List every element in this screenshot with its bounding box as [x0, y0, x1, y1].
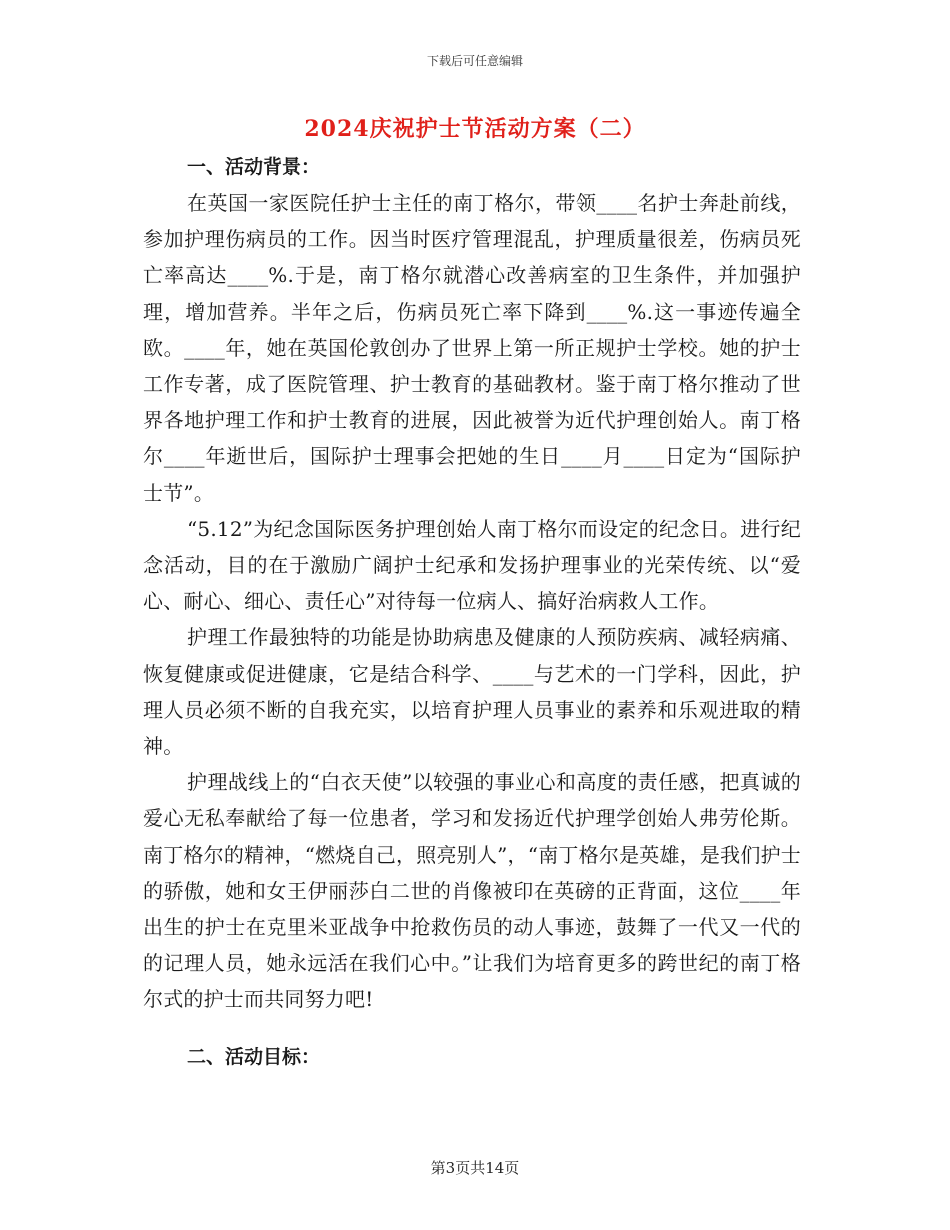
paragraph-nursing-function: 护理工作最独特的功能是协助病患及健康的人预防疾病、减轻病痛、恢复健康或促进健康，它是结合科学、____与艺术的一门学科，因此，护理人员必须不断的自我充实，以培育护理人员事业的素养和乐观进取的精神。 — [143, 625, 801, 759]
paragraph-nurses-day-purpose: “5.12”为纪念国际医务护理创始人南丁格尔而设定的纪念日。进行纪念活动，目的在于激励广阔护士纪承和发扬护理事业的光荣传统、以“爱心、耐心、细心、责任心”对待每一位病人、搞好治病救人工作。 — [143, 516, 801, 614]
page-footer: 第3页共14页 — [430, 1159, 520, 1177]
document-body — [143, 150, 801, 1075]
section-heading-background: 一、活动背景： — [187, 156, 321, 178]
document-title: 2024庆祝护士节活动方案（二） — [304, 116, 646, 142]
paragraph-nightingale-history: 在英国一家医院任护士主任的南丁格尔，带领____名护士奔赴前线，参加护理伤病员的工作。因当时医疗管理混乱，护理质量很差，伤病员死亡率高达____%.于是，南丁格尔就潜心改善病室的卫生条件，并加强护理，增加营养。半年之后，伤病员死亡率下降到____%.这一事迹传遍全欧。____年，她在英国伦敦创办了世界上第一所正规护士学校。她的护士工作专著，成了医院管理、护士教育的基础教材。鉴于南丁格尔推动了世界各地护理工作和护士教育的进展，因此被誉为近代护理创始人。南丁格尔____年逝世后，国际护士理事会把她的生日____月____日定为“国际护士节”。 — [143, 191, 801, 505]
paragraph-white-angels: 护理战线上的“白衣天使”以较强的事业心和高度的责任感，把真诚的爱心无私奉献给了每一位患者，学习和发扬近代护理学创始人弗劳伦斯。南丁格尔的精神，“燃烧自己，照亮别人”，“南丁格尔是英雄，是我们护士的骄傲，她和女王伊丽莎白二世的肖像被印在英磅的正背面，这位____年出生的护士在克里米亚战争中抢救伤员的动人事迹，鼓舞了一代又一代的的记理人员，她永远活在我们心中。”让我们为培育更多的跨世纪的南丁格尔式的护士而共同努力吧! — [143, 770, 801, 1012]
page-header: 下载后可任意编辑 — [426, 54, 523, 68]
section-heading-goals: 二、活动目标： — [187, 1045, 321, 1068]
